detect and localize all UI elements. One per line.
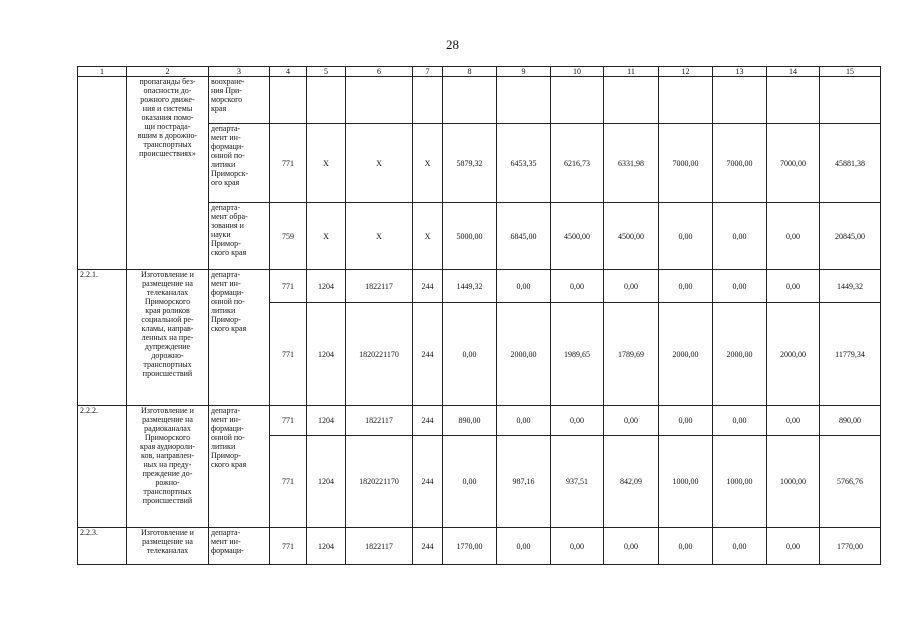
table-cell: 1000,00 xyxy=(659,436,713,528)
executor-cell xyxy=(209,270,270,406)
executor-cell xyxy=(209,406,270,528)
executor: департа- мент ин- формаци- онной по- литики Примор- ского края xyxy=(211,270,247,333)
table-cell: 1770,00 xyxy=(443,528,497,565)
item-number: 2.2.3. xyxy=(78,528,127,565)
table-cell: 2000,00 xyxy=(659,303,713,406)
column-number: 1 xyxy=(78,67,127,77)
table-cell: 6453,35 xyxy=(497,124,551,203)
executor: воохране- ния При- морского края xyxy=(211,77,245,113)
table-cell: 0,00 xyxy=(497,528,551,565)
column-number: 11 xyxy=(604,67,659,77)
table-cell: 842,09 xyxy=(604,436,659,528)
table-cell: X xyxy=(346,203,413,270)
item-number-cell xyxy=(78,77,127,270)
item-number: 2.2.2. xyxy=(78,406,127,528)
table-cell: 2000,00 xyxy=(713,303,767,406)
item-number: 2.2.1. xyxy=(78,270,127,406)
table-cell: 0,00 xyxy=(551,270,604,303)
budget-table xyxy=(77,66,881,565)
table-cell: 0,00 xyxy=(659,203,713,270)
table-cell: 0,00 xyxy=(713,528,767,565)
table-cell: 20845,00 xyxy=(820,203,881,270)
table-row xyxy=(78,270,881,303)
table-cell: 771 xyxy=(270,303,307,406)
table-cell: 0,00 xyxy=(713,406,767,436)
table-cell: 0,00 xyxy=(551,528,604,565)
executor: департа- мент ин- формаци- онной по- литики Примор- ского края xyxy=(211,406,247,469)
table-cell: X xyxy=(307,203,346,270)
table-cell: 7000,00 xyxy=(659,124,713,203)
table-cell: 5879,32 xyxy=(443,124,497,203)
table-cell: 0,00 xyxy=(713,203,767,270)
table-cell: X xyxy=(413,124,443,203)
table-cell: 1204 xyxy=(307,528,346,565)
table-cell: 1449,32 xyxy=(443,270,497,303)
table-cell: 4500,00 xyxy=(551,203,604,270)
executor-cell xyxy=(209,528,270,565)
item-name-cell xyxy=(127,77,209,270)
table-cell: 6845,00 xyxy=(497,203,551,270)
table-cell: 0,00 xyxy=(551,406,604,436)
table-cell: 1789,69 xyxy=(604,303,659,406)
column-number: 13 xyxy=(713,67,767,77)
table-cell: 0,00 xyxy=(713,270,767,303)
table-cell: 1204 xyxy=(307,436,346,528)
executor-cell xyxy=(209,77,270,124)
column-number: 8 xyxy=(443,67,497,77)
table-cell: 890,00 xyxy=(443,406,497,436)
table-cell: 0,00 xyxy=(767,203,820,270)
table-cell: 244 xyxy=(413,406,443,436)
table-cell: 244 xyxy=(413,270,443,303)
table-cell: 244 xyxy=(413,436,443,528)
table-cell: 0,00 xyxy=(604,406,659,436)
table-cell: 987,16 xyxy=(497,436,551,528)
page-number: 28 xyxy=(446,37,459,52)
table-cell: 5766,76 xyxy=(820,436,881,528)
table-cell: 1822117 xyxy=(346,270,413,303)
column-number: 5 xyxy=(307,67,346,77)
table-cell: X xyxy=(307,124,346,203)
executor-cell xyxy=(209,124,270,203)
item-name-cell xyxy=(127,406,209,528)
table-cell: 11779,34 xyxy=(820,303,881,406)
table-cell: 0,00 xyxy=(497,406,551,436)
table-cell: 6331,98 xyxy=(604,124,659,203)
table-row xyxy=(78,406,881,436)
table-cell: 1000,00 xyxy=(767,436,820,528)
table-cell: 45881,38 xyxy=(820,124,881,203)
table-cell: 771 xyxy=(270,124,307,203)
table-row xyxy=(78,77,881,124)
table-cell: 890,00 xyxy=(820,406,881,436)
table-cell: 1204 xyxy=(307,406,346,436)
table-cell: 771 xyxy=(270,270,307,303)
table-cell: 7000,00 xyxy=(767,124,820,203)
table-cell: 7000,00 xyxy=(713,124,767,203)
column-number: 6 xyxy=(346,67,413,77)
column-number: 4 xyxy=(270,67,307,77)
item-name: Изготовление и размещение на телеканалах xyxy=(141,528,194,555)
table-cell: 771 xyxy=(270,528,307,565)
table-cell: 244 xyxy=(413,528,443,565)
table-cell: 6216,73 xyxy=(551,124,604,203)
column-number-row xyxy=(78,67,881,77)
table-cell: 0,00 xyxy=(604,528,659,565)
table-cell: 1204 xyxy=(307,270,346,303)
table-cell: 1770,00 xyxy=(820,528,881,565)
item-name-cell xyxy=(127,270,209,406)
table-cell: 1989,65 xyxy=(551,303,604,406)
table-cell: 2000,00 xyxy=(497,303,551,406)
table-cell: X xyxy=(346,124,413,203)
table-cell: 5000,00 xyxy=(443,203,497,270)
executor: департа- мент ин- формаци- онной по- литики Приморск- ого края xyxy=(211,124,249,187)
table-cell: 244 xyxy=(413,303,443,406)
column-number: 9 xyxy=(497,67,551,77)
item-name-cell xyxy=(127,528,209,565)
table-cell: 1820221170 xyxy=(346,436,413,528)
table-cell: 1000,00 xyxy=(713,436,767,528)
executor: департа- мент ин- формаци- xyxy=(211,528,244,555)
table-cell: 0,00 xyxy=(659,406,713,436)
column-number: 7 xyxy=(413,67,443,77)
column-number: 12 xyxy=(659,67,713,77)
table-cell: 0,00 xyxy=(497,270,551,303)
table-cell: 1822117 xyxy=(346,406,413,436)
table-cell: 771 xyxy=(270,406,307,436)
table-cell: 0,00 xyxy=(659,528,713,565)
item-name: пропаганды без- опасности до- рожного движе- ния и системы оказания помо- щи пострада- вшим в дорожно- транспортных происшествиях» xyxy=(137,77,198,158)
item-name: Изготовление и размещение на радиоканалах Приморского края аудиороли- ков, направлен- ных на преду- преждение до- рожно- транспортных происшествий xyxy=(140,406,195,505)
table-cell: 0,00 xyxy=(443,303,497,406)
table-cell: 759 xyxy=(270,203,307,270)
table-cell: 0,00 xyxy=(443,436,497,528)
item-name: Изготовление и размещение на телеканалах Приморского края роликов социальной ре- кламы, направ- ленных на пре- дупреждение дорожно- транспортных происшествий xyxy=(141,270,194,378)
table-cell: 771 xyxy=(270,436,307,528)
table-cell: 1822117 xyxy=(346,528,413,565)
table-cell: 0,00 xyxy=(767,528,820,565)
table-cell: 1820221170 xyxy=(346,303,413,406)
table-cell: 2000,00 xyxy=(767,303,820,406)
table-cell: X xyxy=(413,203,443,270)
table-cell: 0,00 xyxy=(659,270,713,303)
executor: департа- мент обра- зования и науки Примор- ского края xyxy=(211,203,248,257)
column-number: 3 xyxy=(209,67,270,77)
table-cell: 0,00 xyxy=(604,270,659,303)
table-cell: 1204 xyxy=(307,303,346,406)
table-row xyxy=(78,528,881,565)
column-number: 10 xyxy=(551,67,604,77)
table-cell: 937,51 xyxy=(551,436,604,528)
table-cell: 1449,32 xyxy=(820,270,881,303)
column-number: 14 xyxy=(767,67,820,77)
executor-cell xyxy=(209,203,270,270)
table-cell: 0,00 xyxy=(767,406,820,436)
table-cell: 4500,00 xyxy=(604,203,659,270)
column-number: 2 xyxy=(127,67,209,77)
table-cell: 0,00 xyxy=(767,270,820,303)
column-number: 15 xyxy=(820,67,881,77)
